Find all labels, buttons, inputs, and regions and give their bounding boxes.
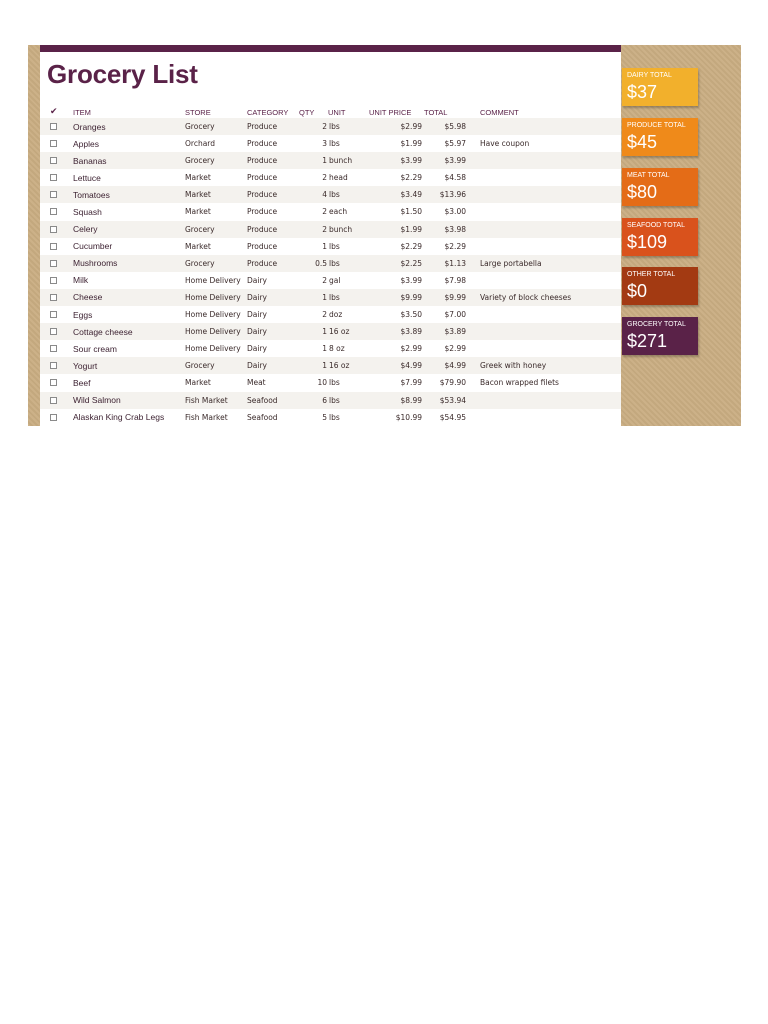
table-row[interactable] (40, 203, 621, 220)
item-qty[interactable]: 2 (322, 122, 327, 131)
total-card-label: DAIRY TOTAL (627, 72, 672, 79)
item-category[interactable]: Dairy (247, 327, 267, 337)
header-total[interactable]: TOTAL (424, 108, 448, 117)
grocery-table-body (40, 118, 621, 426)
header-item[interactable]: ITEM (73, 108, 91, 117)
total-card-grocery-total (622, 317, 698, 355)
item-store[interactable]: Grocery (185, 258, 215, 268)
item-unit[interactable]: 16 oz (329, 361, 350, 371)
total-card-label: SEAFOOD TOTAL (627, 222, 685, 229)
item-total: $3.98 (444, 224, 466, 234)
table-row[interactable] (40, 118, 621, 135)
item-name[interactable]: Lettuce (73, 172, 101, 183)
check-column-icon: ✔ (50, 106, 58, 116)
item-category[interactable]: Seafood (247, 412, 278, 422)
item-category[interactable]: Produce (247, 190, 278, 200)
page-title: Grocery List (47, 59, 198, 89)
item-unit-price[interactable]: $3.50 (400, 310, 422, 320)
item-total: $5.97 (444, 139, 466, 149)
table-row[interactable] (40, 340, 621, 357)
item-unit-price[interactable]: $4.99 (400, 361, 422, 371)
item-unit[interactable]: lbs (329, 139, 340, 149)
item-category[interactable]: Produce (247, 156, 278, 166)
item-unit-price[interactable]: $8.99 (400, 395, 422, 405)
item-comment[interactable]: Greek with honey (480, 361, 547, 371)
item-store[interactable]: Orchard (185, 139, 216, 149)
item-qty[interactable]: 2 (322, 310, 327, 320)
total-card-value: $271 (627, 331, 668, 351)
item-name[interactable]: Bananas (73, 155, 107, 166)
item-unit[interactable]: bunch (329, 224, 353, 234)
item-total: $3.00 (444, 207, 466, 217)
item-category[interactable]: Produce (247, 173, 278, 183)
item-total: $54.95 (439, 412, 466, 422)
item-unit[interactable]: bunch (329, 156, 353, 166)
item-unit-price[interactable]: $1.99 (400, 139, 422, 149)
item-category[interactable]: Seafood (247, 395, 278, 405)
grocery-list-frame (28, 45, 741, 426)
item-unit[interactable]: lbs (329, 241, 340, 251)
item-qty[interactable]: 0.5 (315, 258, 327, 268)
item-unit[interactable]: lbs (329, 292, 340, 302)
header-unit[interactable]: UNIT (328, 108, 346, 117)
total-card-other-total (622, 267, 698, 305)
item-category[interactable]: Dairy (247, 275, 267, 285)
item-unit[interactable]: lbs (329, 412, 340, 422)
item-qty[interactable]: 3 (322, 139, 327, 149)
item-unit-price[interactable]: $2.29 (400, 241, 422, 251)
item-name[interactable]: Cucumber (73, 241, 113, 252)
item-total: $9.99 (444, 292, 466, 302)
item-store[interactable]: Market (185, 190, 211, 200)
item-store[interactable]: Home Delivery (185, 310, 241, 320)
header-comment[interactable]: COMMENT (480, 108, 519, 117)
item-name[interactable]: Milk (73, 275, 89, 286)
item-total: $3.89 (444, 327, 466, 337)
item-qty[interactable]: 1 (322, 344, 327, 354)
item-unit[interactable]: 16 oz (329, 327, 350, 337)
item-category[interactable]: Dairy (247, 310, 267, 320)
item-qty[interactable]: 2 (322, 207, 327, 217)
item-name[interactable]: Yogurt (73, 360, 98, 371)
header-store[interactable]: STORE (185, 108, 211, 117)
item-qty[interactable]: 1 (322, 292, 327, 302)
table-row[interactable] (40, 323, 621, 340)
total-card-value: $0 (627, 281, 648, 301)
table-row[interactable] (40, 221, 621, 238)
table-row[interactable] (40, 255, 621, 272)
item-total: $2.29 (444, 241, 466, 251)
item-category[interactable]: Dairy (247, 292, 267, 302)
item-category[interactable]: Meat (247, 378, 266, 388)
item-qty[interactable]: 2 (322, 224, 327, 234)
item-unit[interactable]: head (329, 173, 348, 183)
total-card-produce-total (622, 118, 698, 156)
item-store[interactable]: Grocery (185, 122, 215, 131)
item-store[interactable]: Fish Market (185, 395, 228, 405)
table-row[interactable] (40, 272, 621, 289)
item-total: $1.13 (444, 258, 466, 268)
item-category[interactable]: Produce (247, 224, 278, 234)
title-bar-accent (40, 45, 621, 52)
item-unit-price[interactable]: $2.25 (400, 258, 422, 268)
item-total: $7.98 (444, 275, 466, 285)
item-unit[interactable]: lbs (329, 122, 340, 131)
total-card-label: GROCERY TOTAL (627, 321, 686, 328)
table-row[interactable] (40, 238, 621, 255)
item-store[interactable]: Market (185, 207, 211, 217)
header-qty[interactable]: QTY (299, 108, 315, 117)
item-name[interactable]: Oranges (73, 121, 106, 132)
item-name[interactable]: Mushrooms (73, 258, 118, 269)
total-card-value: $109 (627, 232, 668, 252)
item-store[interactable]: Market (185, 241, 211, 251)
item-qty[interactable]: 4 (322, 190, 327, 200)
table-row[interactable] (40, 186, 621, 203)
item-comment[interactable]: Have coupon (480, 139, 530, 149)
item-comment[interactable]: Large portabella (480, 258, 542, 268)
total-card-label: MEAT TOTAL (627, 172, 670, 179)
item-store[interactable]: Market (185, 378, 211, 388)
item-unit-price[interactable]: $2.29 (400, 173, 422, 183)
item-name[interactable]: Alaskan King Crab Legs (73, 412, 165, 423)
item-store[interactable]: Grocery (185, 224, 215, 234)
table-row[interactable] (40, 169, 621, 186)
item-store[interactable]: Grocery (185, 156, 215, 166)
item-total: $3.99 (444, 156, 466, 166)
item-unit[interactable]: gal (329, 275, 341, 285)
item-unit-price[interactable]: $10.99 (395, 412, 422, 422)
total-card-dairy-total (622, 68, 698, 106)
item-unit-price[interactable]: $3.99 (400, 275, 422, 285)
item-name[interactable]: Sour cream (73, 343, 117, 354)
item-total: $4.58 (444, 173, 466, 183)
item-unit[interactable]: lbs (329, 190, 340, 200)
table-row[interactable] (40, 135, 621, 152)
item-qty[interactable]: 5 (322, 412, 327, 422)
item-store[interactable]: Home Delivery (185, 292, 241, 302)
item-store[interactable]: Market (185, 173, 211, 183)
table-row[interactable] (40, 152, 621, 169)
item-category[interactable]: Produce (247, 139, 278, 149)
item-unit-price[interactable]: $2.99 (400, 122, 422, 131)
item-store[interactable]: Fish Market (185, 412, 228, 422)
item-qty[interactable]: 1 (322, 327, 327, 337)
item-name[interactable]: Wild Salmon (73, 395, 121, 405)
item-unit[interactable]: 8 oz (329, 344, 345, 354)
item-unit-price[interactable]: $2.99 (400, 344, 422, 354)
item-name[interactable]: Squash (73, 206, 102, 217)
item-unit-price[interactable]: $1.99 (400, 224, 422, 234)
item-comment[interactable]: Variety of block cheeses (480, 292, 572, 302)
item-category[interactable]: Produce (247, 207, 278, 217)
total-card-meat-total (622, 168, 698, 206)
item-unit[interactable]: each (329, 207, 348, 217)
item-total: $4.99 (444, 361, 466, 371)
item-qty[interactable]: 1 (322, 241, 327, 251)
item-name[interactable]: Eggs (73, 309, 93, 320)
item-store[interactable]: Home Delivery (185, 344, 241, 354)
item-total: $53.94 (439, 395, 466, 405)
item-category[interactable]: Produce (247, 258, 278, 268)
item-qty[interactable]: 10 (317, 378, 327, 388)
item-store[interactable]: Grocery (185, 361, 215, 371)
table-row[interactable] (40, 289, 621, 306)
item-category[interactable]: Dairy (247, 344, 267, 354)
item-category[interactable]: Produce (247, 241, 278, 251)
table-row[interactable] (40, 392, 621, 409)
item-name[interactable]: Apples (73, 138, 99, 149)
total-card-value: $37 (627, 82, 658, 102)
item-unit-price[interactable]: $1.50 (400, 207, 422, 217)
grocery-sheet (40, 45, 621, 426)
item-name[interactable]: Cheese (73, 292, 103, 303)
item-unit-price[interactable]: $9.99 (400, 292, 422, 302)
item-unit[interactable]: lbs (329, 258, 340, 268)
item-comment[interactable]: Bacon wrapped filets (480, 378, 559, 388)
item-unit-price[interactable]: $3.99 (400, 156, 422, 166)
item-name[interactable]: Cottage cheese (73, 326, 133, 337)
item-name[interactable]: Beef (73, 377, 91, 388)
item-total: $7.00 (444, 310, 466, 320)
item-name[interactable]: Celery (73, 224, 98, 235)
item-unit-price[interactable]: $7.99 (400, 378, 422, 388)
item-store[interactable]: Home Delivery (185, 275, 241, 285)
table-row[interactable] (40, 306, 621, 323)
item-total: $5.98 (444, 122, 466, 131)
item-qty[interactable]: 2 (322, 173, 327, 183)
item-name[interactable]: Tomatoes (73, 189, 110, 200)
table-row[interactable] (40, 357, 621, 374)
total-card-value: $80 (627, 182, 658, 202)
header-category[interactable]: CATEGORY (247, 108, 289, 117)
item-qty[interactable]: 1 (322, 361, 327, 371)
table-row[interactable] (40, 409, 621, 426)
item-unit[interactable]: lbs (329, 395, 340, 405)
item-unit[interactable]: doz (329, 310, 343, 320)
item-store[interactable]: Home Delivery (185, 327, 241, 337)
item-total: $2.99 (444, 344, 466, 354)
item-category[interactable]: Produce (247, 122, 278, 131)
item-unit-price[interactable]: $3.49 (400, 190, 422, 200)
item-qty[interactable]: 6 (322, 395, 327, 405)
item-category[interactable]: Dairy (247, 361, 267, 371)
item-unit[interactable]: lbs (329, 378, 340, 388)
item-total: $79.90 (439, 378, 466, 388)
total-card-seafood-total (622, 218, 698, 256)
total-card-label: PRODUCE TOTAL (627, 122, 686, 129)
total-card-label: OTHER TOTAL (627, 271, 676, 278)
table-row[interactable] (40, 374, 621, 391)
total-card-value: $45 (627, 132, 658, 152)
item-unit-price[interactable]: $3.89 (400, 327, 422, 337)
item-qty[interactable]: 1 (322, 156, 327, 166)
item-total: $13.96 (439, 190, 466, 200)
item-qty[interactable]: 2 (322, 275, 327, 285)
header-unit-price[interactable]: UNIT PRICE (369, 108, 412, 117)
